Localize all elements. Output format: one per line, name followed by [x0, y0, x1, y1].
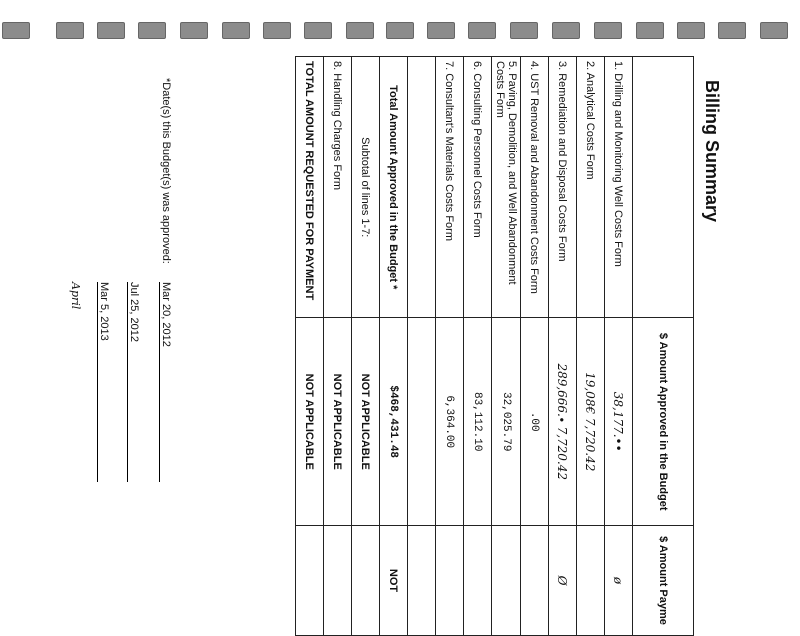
row-approved: 289,666.∙ 7,720.42 — [549, 318, 577, 526]
approval-date: Mar 5, 2013 — [97, 282, 110, 482]
approval-date: Jul 25, 2012 — [127, 282, 140, 482]
header-payment: $ Amount Payme — [633, 525, 694, 635]
approval-date: Mar 20, 2012 — [159, 282, 172, 482]
total-approved-payment: NOT — [380, 525, 408, 635]
row-approved: 32,025.79 — [492, 318, 521, 526]
header-item — [633, 57, 694, 318]
row-label: 3. Remediation and Disposal Costs Form — [549, 57, 577, 318]
subtotal-value: NOT APPLICABLE — [352, 318, 380, 526]
handling-row — [324, 57, 352, 636]
page-title: Billing Summary — [702, 80, 722, 223]
row-approved: .00 — [521, 318, 549, 526]
table-row — [464, 57, 492, 636]
total-requested-row — [296, 57, 324, 636]
total-approved-label: Total Amount Approved in the Budget * — [380, 57, 408, 318]
row-payment — [464, 525, 492, 635]
row-approved: 83,112.10 — [464, 318, 492, 526]
table-row — [605, 57, 633, 636]
row-approved: 6,364.00 — [436, 318, 464, 526]
row-label: 6. Consulting Personnel Costs Form — [464, 57, 492, 318]
row-approved: 19,08€ 7,720.42 — [577, 318, 605, 526]
table-header-row — [633, 57, 694, 636]
subtotal-label: Subtotal of lines 1-7: — [352, 57, 380, 318]
row-label: 4. UST Removal and Abandonment Costs Form — [521, 57, 549, 318]
total-requested-value: NOT APPLICABLE — [296, 318, 324, 526]
row-payment — [436, 525, 464, 635]
billing-table — [295, 56, 694, 636]
table-row — [492, 57, 521, 636]
approval-date-handwritten: April — [69, 282, 82, 310]
subtotal-row — [352, 57, 380, 636]
row-label: 1. Drilling and Monitoring Well Costs Form — [605, 57, 633, 318]
row-payment: ø — [605, 525, 633, 635]
row-payment: Ø — [549, 525, 577, 635]
table-row — [436, 57, 464, 636]
row-label: 5. Paving, Demolition, and Well Abandonment Costs Form — [492, 57, 521, 318]
row-label: 7. Consultant's Materials Costs Form — [436, 57, 464, 318]
row-payment — [521, 525, 549, 635]
row-payment — [577, 525, 605, 635]
handling-value: NOT APPLICABLE — [324, 318, 352, 526]
row-payment — [492, 525, 521, 635]
total-approved-value: $468,431.48 — [380, 318, 408, 526]
row-label: 2. Analytical Costs Form — [577, 57, 605, 318]
blank-row — [408, 57, 436, 636]
header-approved: $ Amount Approved in the Budget — [633, 318, 694, 526]
table-row — [521, 57, 549, 636]
handling-label: 8. Handling Charges Form — [324, 57, 352, 318]
total-requested-label: TOTAL AMOUNT REQUESTED FOR PAYMENT — [296, 57, 324, 318]
table-row — [577, 57, 605, 636]
total-approved-row — [380, 57, 408, 636]
row-approved: 38,177.•• — [605, 318, 633, 526]
approval-footnote: *Date(s) this Budget(s) was approved: — [160, 78, 172, 264]
table-row — [549, 57, 577, 636]
